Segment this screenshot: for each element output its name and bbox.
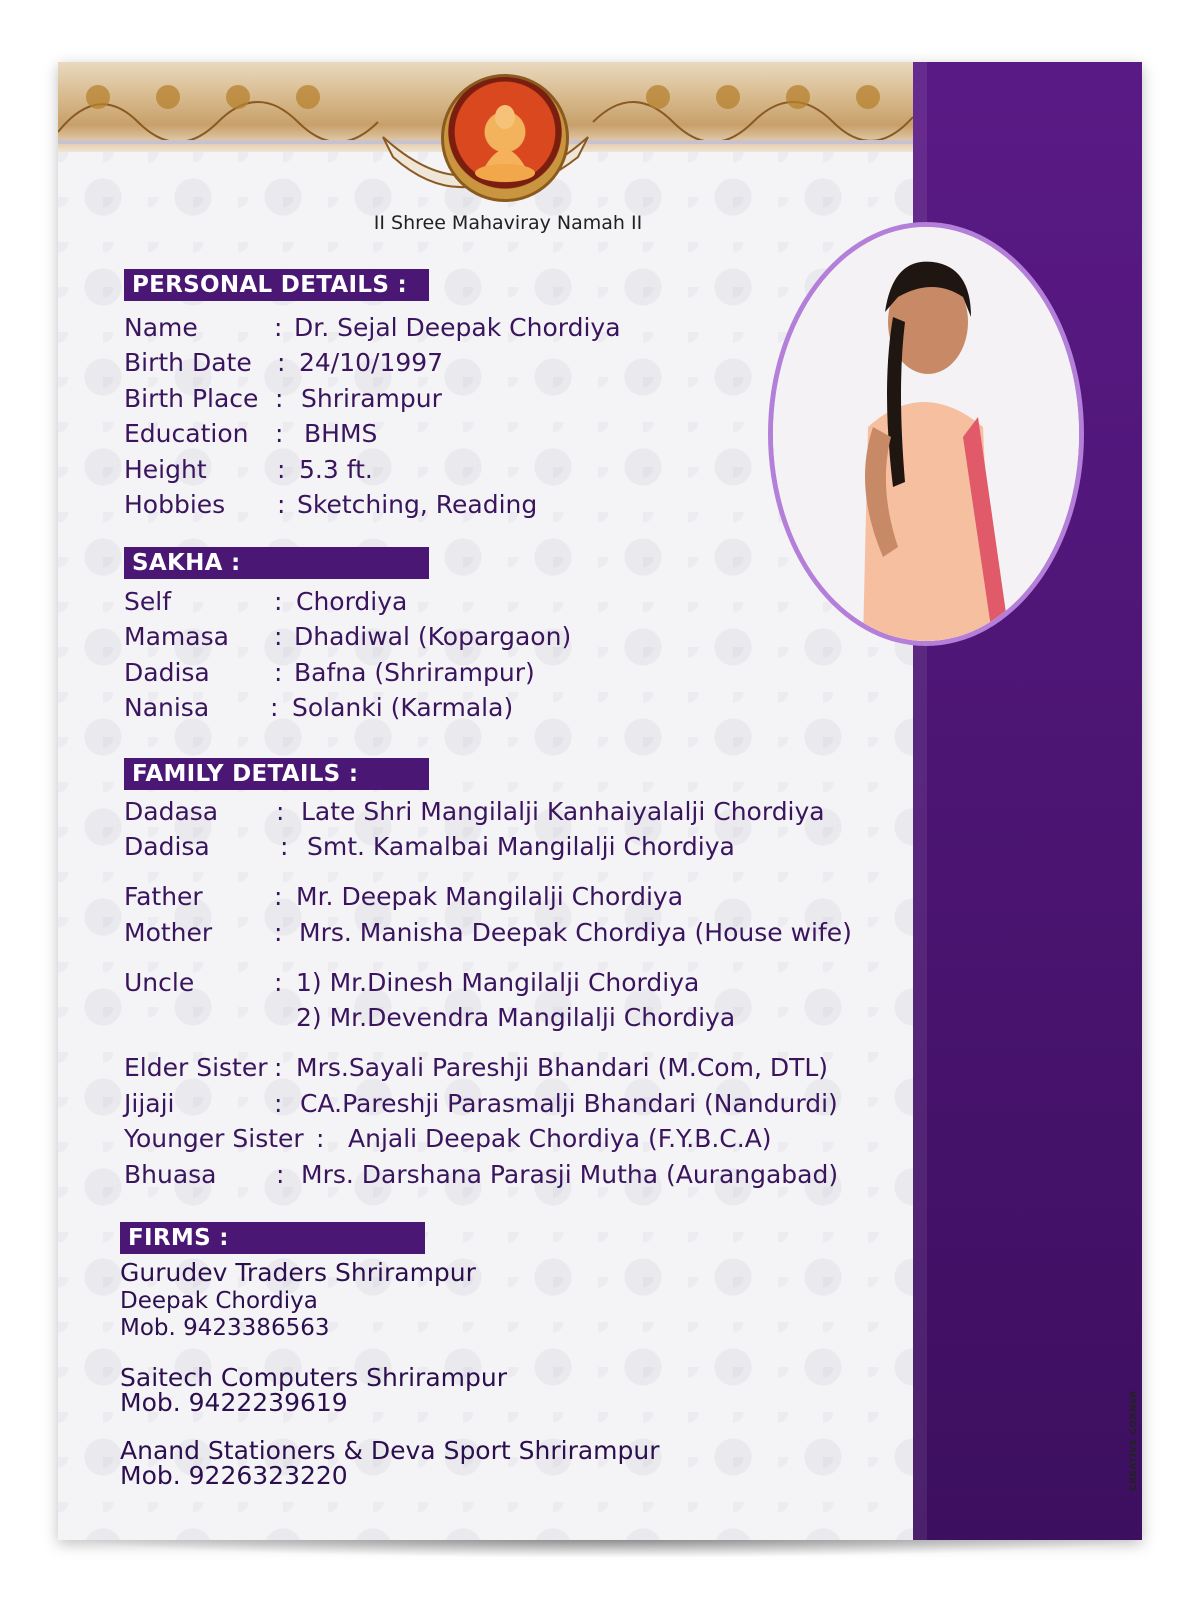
field-label: Self [124,587,171,616]
field-value: Mrs. Darshana Parasji Mutha (Aurangabad) [301,1160,839,1189]
firm-name: Saitech Computers Shrirampur [120,1363,507,1392]
field-separator: : [275,384,284,413]
field-separator: : [280,832,289,861]
field-label: Mother [124,918,213,947]
field-value: Smt. Kamalbai Mangilalji Chordiya [307,832,735,861]
field-value: Anjali Deepak Chordiya (F.Y.B.C.A) [348,1124,772,1153]
field-separator: : [274,587,283,616]
field-label: Uncle [124,968,195,997]
firm-name: Anand Stationers & Deva Sport Shrirampur [120,1436,660,1465]
profile-photo [768,222,1084,646]
field-label: Name [124,313,198,342]
field-value: Shrirampur [301,384,442,413]
field-separator: : [276,1160,285,1189]
field-separator: : [316,1124,325,1153]
field-separator: : [276,797,285,826]
section-personal-details: PERSONAL DETAILS : [124,269,429,301]
field-label: Younger Sister [124,1124,304,1153]
firm-mobile: Mob. 9226323220 [120,1461,348,1490]
field-label: Bhuasa [124,1160,217,1189]
field-separator: : [277,455,286,484]
field-separator: : [277,348,286,377]
field-label: Birth Place [124,384,259,413]
field-value: Late Shri Mangilalji Kanhaiyalalji Chordiya [301,797,825,826]
field-separator: : [274,1053,283,1082]
field-separator: : [274,658,283,687]
field-separator: : [277,490,286,519]
firm-mobile: Mob. 9423386563 [120,1315,330,1341]
field-separator: : [274,882,283,911]
field-separator: : [275,419,284,448]
field-value: Mr. Deepak Mangilalji Chordiya [296,882,684,911]
field-label: Nanisa [124,693,210,722]
field-separator: : [274,918,283,947]
field-value: Solanki (Karmala) [292,693,514,722]
field-separator: : [274,968,283,997]
section-family-details: FAMILY DETAILS : [124,758,429,790]
field-label: Dadisa [124,832,210,861]
field-separator: : [274,622,283,651]
field-value: 1) Mr.Dinesh Mangilalji Chordiya [296,968,700,997]
field-label: Mamasa [124,622,229,651]
field-label: Hobbies [124,490,226,519]
field-label: Elder Sister [124,1053,268,1082]
field-label: Dadisa [124,658,210,687]
mantra-heading: II Shree Mahaviray Namah II [373,212,643,234]
field-label: Birth Date [124,348,252,377]
field-value: 24/10/1997 [299,348,444,377]
field-value: 2) Mr.Devendra Mangilalji Chordiya [296,1003,736,1032]
firm-mobile: Mob. 9422239619 [120,1388,348,1417]
firm-contact-person: Deepak Chordiya [120,1288,318,1314]
field-value: Mrs. Manisha Deepak Chordiya (House wife) [299,918,852,947]
field-value: Mrs.Sayali Pareshji Bhandari (M.Com, DTL) [296,1053,829,1082]
field-label: Height [124,455,207,484]
field-value: 5.3 ft. [299,455,373,484]
field-value: Dr. Sejal Deepak Chordiya [294,313,621,342]
field-value: Bafna (Shrirampur) [294,658,535,687]
field-separator: : [274,1089,283,1118]
field-value: CA.Pareshji Parasmalji Bhandari (Nandurdi) [300,1089,838,1118]
firm-name: Gurudev Traders Shrirampur [120,1258,476,1287]
field-value: Chordiya [296,587,408,616]
field-label: Father [124,882,203,911]
watermark [1124,1380,1144,1500]
field-value: BHMS [304,419,378,448]
biodata-card [58,62,1142,1540]
section-firms: FIRMS : [120,1222,425,1254]
field-label: Jijaji [124,1089,175,1118]
field-separator: : [270,693,279,722]
field-label: Education [124,419,249,448]
field-separator: : [274,313,283,342]
watermark-text: CREATIVE CORNER [1129,1390,1139,1491]
section-sakha: SAKHA : [124,547,429,579]
field-value: Sketching, Reading [297,490,538,519]
field-value: Dhadiwal (Kopargaon) [294,622,572,651]
mahavira-emblem [441,74,569,202]
field-label: Dadasa [124,797,219,826]
